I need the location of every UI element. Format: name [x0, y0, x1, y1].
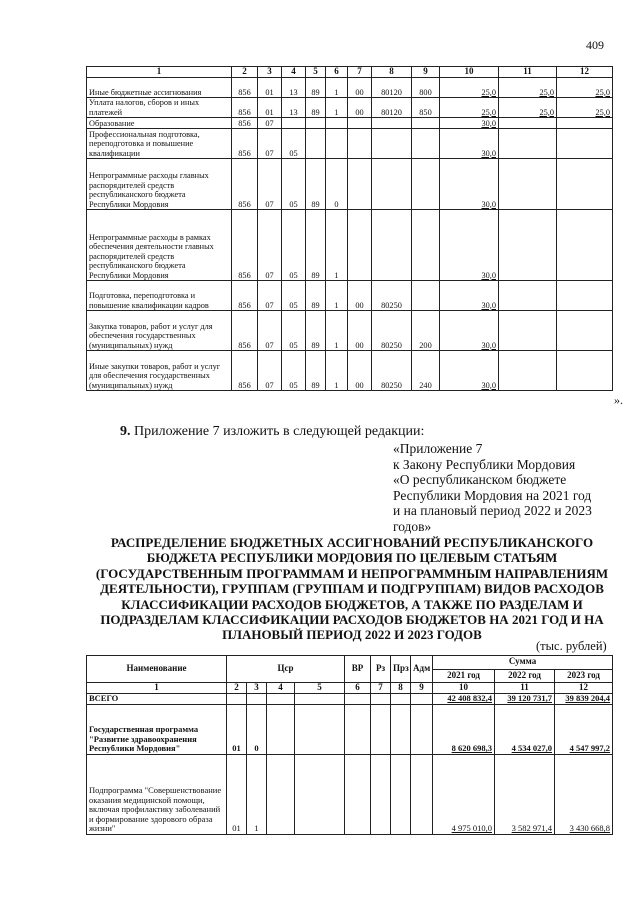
cell-c3: 0 — [247, 705, 267, 755]
cell-c10: 30,0 — [440, 129, 499, 159]
cell-c6 — [345, 694, 371, 705]
cell-c5: 89 — [306, 210, 326, 281]
cell-c7: 00 — [348, 281, 372, 311]
cell-c2: 01 — [227, 705, 247, 755]
cell-c10: 30,0 — [440, 351, 499, 391]
cell-c7 — [348, 129, 372, 159]
column-number-row — [87, 67, 613, 78]
cell-c7 — [371, 705, 391, 755]
cell-c4 — [267, 705, 295, 755]
heading-line: (ГОСУДАРСТВЕННЫМ ПРОГРАММАМ И НЕПРОГРАММНЫМ НАПРАВЛЕНИЯМ — [95, 565, 609, 581]
cell-c3: 07 — [258, 129, 282, 159]
cell-c2: 856 — [232, 281, 258, 311]
appendix-line: «Приложение 7 — [393, 441, 483, 456]
cell-c9 — [412, 129, 440, 159]
cell-c7 — [348, 118, 372, 129]
appendix-line: годов» — [393, 518, 432, 534]
cell-c6: 1 — [326, 281, 348, 311]
table-row — [87, 78, 613, 98]
column-number: 5 — [295, 683, 345, 694]
cell-c11 — [499, 311, 557, 351]
cell-c8 — [391, 705, 411, 755]
appendix-line: к Закону Республики Мордовия — [393, 456, 576, 472]
cell-c5 — [306, 118, 326, 129]
cell-c2: 01 — [227, 755, 247, 835]
row-name: Подпрограмма "Совершенствование оказания медицинской помощи, включая профилактику заболеваний и формирование здорового образа жизни" — [87, 755, 227, 835]
cell-c3: 07 — [258, 281, 282, 311]
header-2022: 2022 год — [495, 669, 555, 683]
cell-c5: 89 — [306, 281, 326, 311]
cell-c12: 4 547 997,2 — [555, 705, 613, 755]
cell-c10: 8 620 698,3 — [433, 705, 495, 755]
cell-c4: 05 — [282, 210, 306, 281]
item-number: 9. — [120, 424, 131, 439]
cell-c10: 30,0 — [440, 311, 499, 351]
header-csr: Цср — [227, 656, 345, 683]
cell-c9 — [411, 694, 433, 705]
cell-c6: 1 — [326, 351, 348, 391]
cell-c4 — [267, 755, 295, 835]
cell-c4: 05 — [282, 159, 306, 210]
table-row — [87, 694, 613, 705]
cell-c5: 89 — [306, 159, 326, 210]
cell-c9 — [412, 281, 440, 311]
heading-line: КЛАССИФИКАЦИИ РАСХОДОВ БЮДЖЕТОВ, А ТАКЖЕ ПО РАЗДЕЛАМ И — [121, 596, 583, 612]
cell-c6 — [345, 705, 371, 755]
appendix-line: «О республиканском бюджете — [393, 472, 567, 488]
cell-c6 — [326, 118, 348, 129]
document-heading — [82, 535, 622, 643]
cell-c2: 856 — [232, 351, 258, 391]
cell-c6: 0 — [326, 159, 348, 210]
row-name: Непрограммные расходы в рамках обеспечения деятельности главных распорядителей средств республиканского бюджета Республики Мордовия — [87, 210, 232, 281]
cell-c8 — [391, 755, 411, 835]
cell-c12: 39 839 204,4 — [555, 694, 613, 705]
column-number: 1 — [87, 683, 227, 694]
header-2023: 2023 год — [555, 669, 613, 683]
cell-c5: 89 — [306, 98, 326, 118]
row-name: Образование — [87, 118, 232, 129]
cell-c10: 25,0 — [440, 98, 499, 118]
cell-c8 — [372, 118, 412, 129]
cell-c12: 25,0 — [557, 78, 613, 98]
page-number: 409 — [586, 38, 604, 52]
cell-c12 — [557, 159, 613, 210]
cell-c8: 80250 — [372, 281, 412, 311]
cell-c11 — [499, 118, 557, 129]
column-number-row — [87, 683, 613, 694]
row-name: Профессиональная подготовка, переподготовка и повышение квалификации — [87, 129, 232, 159]
table-row — [87, 281, 613, 311]
cell-c8 — [391, 694, 411, 705]
cell-c7 — [348, 210, 372, 281]
cell-c7: 00 — [348, 351, 372, 391]
table-row — [87, 210, 613, 281]
cell-c5 — [295, 705, 345, 755]
cell-c5: 89 — [306, 78, 326, 98]
column-number: 2 — [227, 683, 247, 694]
cell-c9 — [412, 118, 440, 129]
column-number: 12 — [557, 67, 613, 78]
cell-c4: 05 — [282, 351, 306, 391]
cell-c12 — [557, 281, 613, 311]
cell-c11: 39 120 731,7 — [495, 694, 555, 705]
column-number: 4 — [282, 67, 306, 78]
cell-c8: 80120 — [372, 78, 412, 98]
cell-c5: 89 — [306, 351, 326, 391]
cell-c8: 80250 — [372, 351, 412, 391]
cell-c10: 30,0 — [440, 281, 499, 311]
column-number: 8 — [391, 683, 411, 694]
appendix-reference — [393, 441, 623, 535]
header-rz: Рз — [371, 656, 391, 683]
cell-c7 — [371, 694, 391, 705]
cell-c9: 850 — [412, 98, 440, 118]
cell-c2: 856 — [232, 159, 258, 210]
cell-c11 — [499, 351, 557, 391]
cell-c11 — [499, 281, 557, 311]
cell-c11: 25,0 — [499, 78, 557, 98]
row-name: Непрограммные расходы главных распорядителей средств республиканского бюджета Республики Мордовия — [87, 159, 232, 210]
cell-c7 — [348, 159, 372, 210]
cell-c2: 856 — [232, 98, 258, 118]
cell-c9: 800 — [412, 78, 440, 98]
cell-c2: 856 — [232, 118, 258, 129]
expenditure-table-continuation — [86, 66, 613, 391]
column-number: 6 — [326, 67, 348, 78]
column-number: 10 — [433, 683, 495, 694]
cell-c8 — [372, 129, 412, 159]
cell-c2: 856 — [232, 210, 258, 281]
heading-line: ДЕЯТЕЛЬНОСТИ), ГРУППАМ (ГРУППАМ И ПОДГРУППАМ) ВИДОВ РАСХОДОВ — [100, 581, 604, 597]
column-number: 7 — [348, 67, 372, 78]
table-row — [87, 755, 613, 835]
cell-c4 — [267, 694, 295, 705]
cell-c2: 856 — [232, 78, 258, 98]
cell-c11: 4 534 027,0 — [495, 705, 555, 755]
column-number: 1 — [87, 67, 232, 78]
cell-c8: 80250 — [372, 311, 412, 351]
column-number: 4 — [267, 683, 295, 694]
cell-c6: 1 — [326, 98, 348, 118]
cell-c10: 25,0 — [440, 78, 499, 98]
heading-line: БЮДЖЕТА РЕСПУБЛИКИ МОРДОВИЯ ПО ЦЕЛЕВЫМ СТАТЬЯМ — [146, 550, 558, 566]
cell-c12 — [557, 311, 613, 351]
cell-c12 — [557, 351, 613, 391]
cell-c6: 1 — [326, 78, 348, 98]
row-name: Иные закупки товаров, работ и услуг для обеспечения государственных (муниципальных) нужд — [87, 351, 232, 391]
table-row — [87, 311, 613, 351]
column-number: 3 — [247, 683, 267, 694]
header-prz: Прз — [391, 656, 411, 683]
cell-c4: 05 — [282, 281, 306, 311]
cell-c4: 13 — [282, 98, 306, 118]
row-name: Уплата налогов, сборов и иных платежей — [87, 98, 232, 118]
cell-c10: 30,0 — [440, 210, 499, 281]
table-row — [87, 351, 613, 391]
cell-c5 — [306, 129, 326, 159]
column-number: 8 — [372, 67, 412, 78]
cell-c12 — [557, 210, 613, 281]
row-name: Подготовка, переподготовка и повышение квалификации кадров — [87, 281, 232, 311]
cell-c3: 07 — [258, 311, 282, 351]
closing-quote: ». — [614, 393, 623, 407]
cell-c5: 89 — [306, 311, 326, 351]
row-name: ВСЕГО — [87, 694, 227, 705]
cell-c12: 25,0 — [557, 98, 613, 118]
cell-c4 — [282, 118, 306, 129]
cell-c2 — [227, 694, 247, 705]
cell-c9: 240 — [412, 351, 440, 391]
column-number: 11 — [499, 67, 557, 78]
table-row — [87, 98, 613, 118]
cell-c3: 1 — [247, 755, 267, 835]
cell-c7: 00 — [348, 98, 372, 118]
cell-c11 — [499, 210, 557, 281]
header-sum: Сумма — [433, 656, 613, 670]
cell-c2: 856 — [232, 129, 258, 159]
cell-c9 — [411, 705, 433, 755]
cell-c9 — [412, 159, 440, 210]
cell-c3: 07 — [258, 351, 282, 391]
heading-line: ПОДРАЗДЕЛАМ КЛАССИФИКАЦИИ РАСХОДОВ БЮДЖЕТОВ НА 2021 ГОД И НА — [100, 612, 604, 628]
cell-c5 — [295, 755, 345, 835]
row-name: Иные бюджетные ассигнования — [87, 78, 232, 98]
cell-c5 — [295, 694, 345, 705]
cell-c3 — [247, 694, 267, 705]
cell-c3: 07 — [258, 118, 282, 129]
item-text: Приложение 7 изложить в следующей редакции: — [130, 424, 425, 439]
cell-c11: 25,0 — [499, 98, 557, 118]
cell-c3: 01 — [258, 98, 282, 118]
column-number: 9 — [412, 67, 440, 78]
cell-c2: 856 — [232, 311, 258, 351]
table-row — [87, 705, 613, 755]
cell-c10: 30,0 — [440, 118, 499, 129]
cell-c11 — [499, 129, 557, 159]
column-number: 6 — [345, 683, 371, 694]
appendix-line: Республики Мордовия на 2021 год — [393, 487, 592, 503]
amendment-item — [120, 424, 424, 440]
cell-c12 — [557, 129, 613, 159]
column-number: 7 — [371, 683, 391, 694]
cell-c12: 3 430 668,8 — [555, 755, 613, 835]
cell-c6: 1 — [326, 210, 348, 281]
cell-c6 — [345, 755, 371, 835]
header-2021: 2021 год — [433, 669, 495, 683]
cell-c8 — [372, 159, 412, 210]
table-row — [87, 159, 613, 210]
cell-c7: 00 — [348, 78, 372, 98]
header-adm: Адм — [411, 656, 433, 683]
cell-c4: 05 — [282, 129, 306, 159]
cell-c3: 07 — [258, 210, 282, 281]
heading-line: ПЛАНОВЫЙ ПЕРИОД 2022 И 2023 ГОДОВ — [222, 627, 482, 643]
column-number: 3 — [258, 67, 282, 78]
cell-c12 — [557, 118, 613, 129]
table-row — [87, 118, 613, 129]
cell-c8: 80120 — [372, 98, 412, 118]
cell-c6: 1 — [326, 311, 348, 351]
cell-c10: 30,0 — [440, 159, 499, 210]
cell-c7: 00 — [348, 311, 372, 351]
column-number: 2 — [232, 67, 258, 78]
table-row — [87, 129, 613, 159]
heading-line: РАСПРЕДЕЛЕНИЕ БЮДЖЕТНЫХ АССИГНОВАНИЙ РЕСПУБЛИКАНСКОГО — [110, 535, 594, 550]
cell-c9 — [412, 210, 440, 281]
cell-c9: 200 — [412, 311, 440, 351]
column-number: 10 — [440, 67, 499, 78]
header-name: Наименование — [87, 656, 227, 683]
cell-c4: 13 — [282, 78, 306, 98]
cell-c7 — [371, 755, 391, 835]
row-name: Государственная программа "Развитие здравоохранения Республики Мордовия" — [87, 705, 227, 755]
cell-c9 — [411, 755, 433, 835]
column-number: 9 — [411, 683, 433, 694]
cell-c11 — [499, 159, 557, 210]
cell-c8 — [372, 210, 412, 281]
cell-c11: 3 582 971,4 — [495, 755, 555, 835]
cell-c6 — [326, 129, 348, 159]
cell-c3: 01 — [258, 78, 282, 98]
units-label: (тыс. рублей) — [536, 639, 607, 653]
cell-c10: 42 408 832,4 — [433, 694, 495, 705]
cell-c10: 4 975 010,0 — [433, 755, 495, 835]
budget-allocation-table — [86, 655, 613, 835]
row-name: Закупка товаров, работ и услуг для обеспечения государственных (муниципальных) нужд — [87, 311, 232, 351]
column-number: 12 — [555, 683, 613, 694]
appendix-line: и на плановый период 2022 и 2023 — [393, 503, 592, 519]
column-number: 11 — [495, 683, 555, 694]
cell-c3: 07 — [258, 159, 282, 210]
column-number: 5 — [306, 67, 326, 78]
cell-c4: 05 — [282, 311, 306, 351]
header-vr: ВР — [345, 656, 371, 683]
